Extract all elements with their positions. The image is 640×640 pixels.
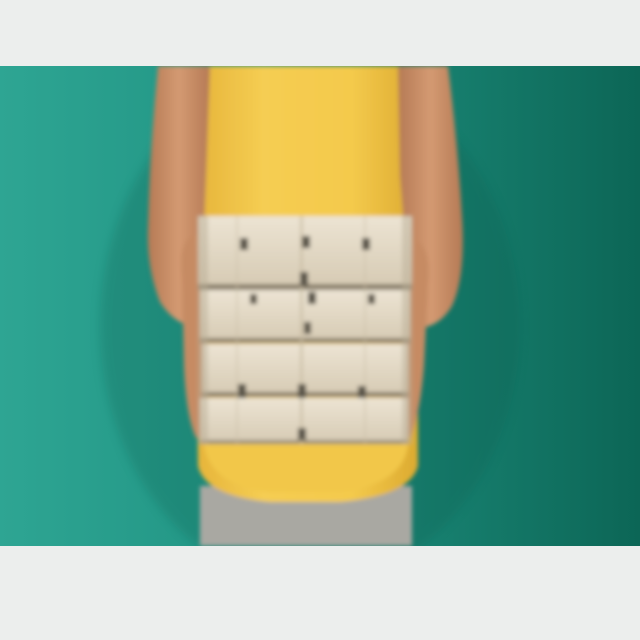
pizza-box-stack bbox=[198, 216, 412, 444]
photo bbox=[0, 66, 640, 546]
